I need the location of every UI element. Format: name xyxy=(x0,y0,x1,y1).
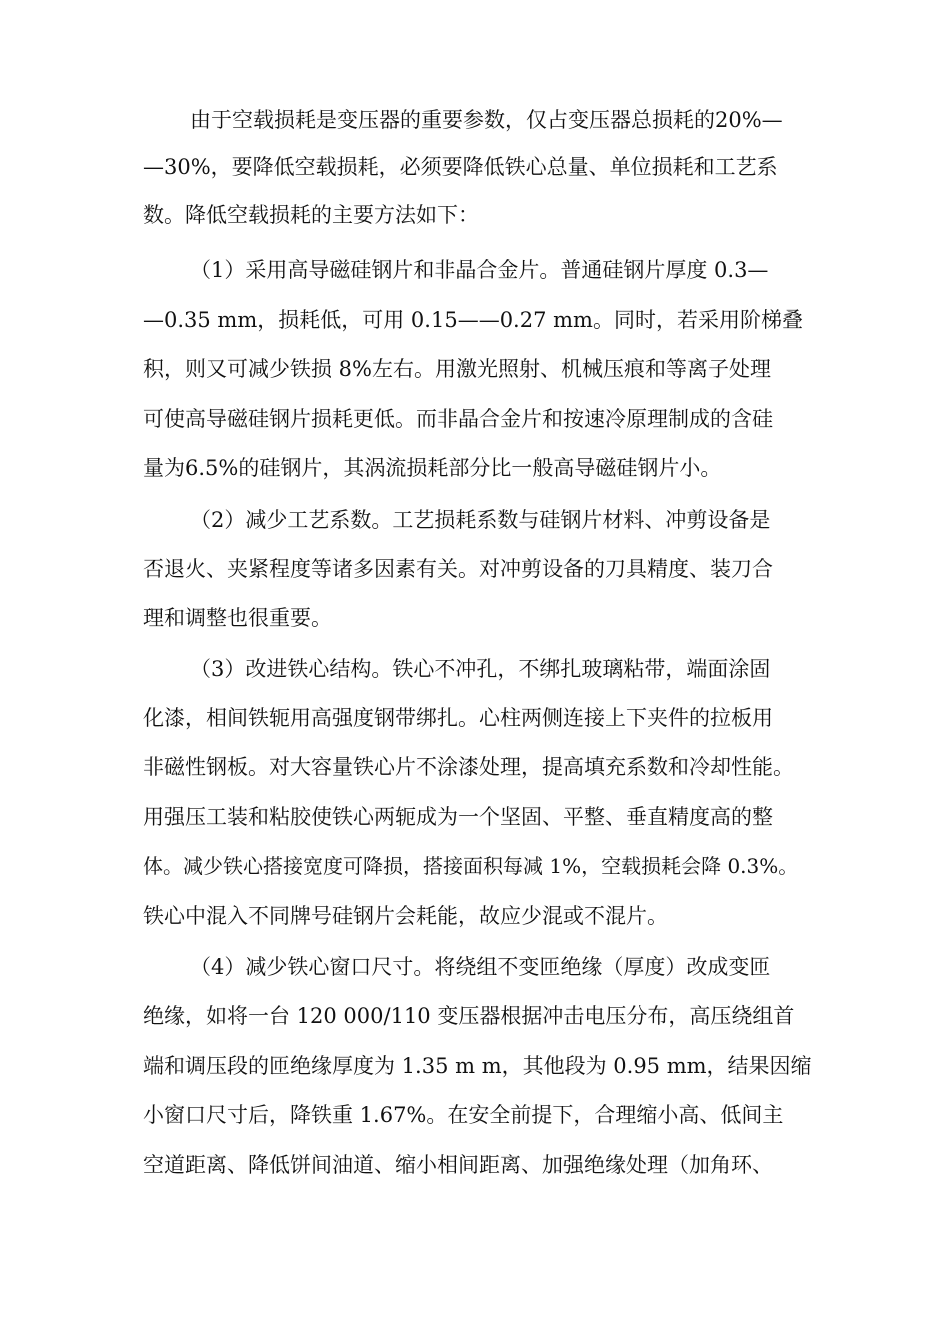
text-line: （3）改进铁心结构。铁心不冲孔，不绑扎玻璃粘带，端面涂固 xyxy=(190,657,771,681)
text-line: 端和调压段的匝绝缘厚度为 1.35 m m，其他段为 0.95 mm，结果因缩 xyxy=(143,1054,812,1078)
text-line: 理和调整也很重要。 xyxy=(143,606,332,630)
text-line: 否退火、夹紧程度等诸多因素有关。对冲剪设备的刀具精度、装刀合 xyxy=(143,557,773,581)
text-line: 空道距离、降低饼间油道、缩小相间距离、加强绝缘处理（加角环、 xyxy=(143,1153,773,1177)
text-line: （1）采用高导磁硅钢片和非晶合金片。普通硅钢片厚度 0.3— xyxy=(190,258,769,282)
text-line: 由于空载损耗是变压器的重要参数，仅占变压器总损耗的20%— xyxy=(190,108,783,132)
text-line: 可使高导磁硅钢片损耗更低。而非晶合金片和按速冷原理制成的含硅 xyxy=(143,407,773,431)
text-line: 非磁性钢板。对大容量铁心片不涂漆处理，提高填充系数和冷却性能。 xyxy=(143,755,794,779)
text-line: 积，则又可减少铁损 8%左右。用激光照射、机械压痕和等离子处理 xyxy=(143,357,771,381)
text-line: 体。减少铁心搭接宽度可降损，搭接面积每减 1%，空载损耗会降 0.3%。 xyxy=(143,854,799,878)
text-line: 用强压工装和粘胶使铁心两轭成为一个坚固、平整、垂直精度高的整 xyxy=(143,805,773,829)
text-line: 铁心中混入不同牌号硅钢片会耗能，故应少混或不混片。 xyxy=(143,904,668,928)
text-line: 小窗口尺寸后，降铁重 1.67%。在安全前提下，合理缩小高、低间主 xyxy=(143,1103,784,1127)
text-line: 量为6.5%的硅钢片，其涡流损耗部分比一般高导磁硅钢片小。 xyxy=(143,456,722,480)
text-line: （2）减少工艺系数。工艺损耗系数与硅钢片材料、冲剪设备是 xyxy=(190,508,771,532)
text-line: 数。降低空载损耗的主要方法如下： xyxy=(143,203,479,227)
text-line: 绝缘，如将一台 120 000/110 变压器根据冲击电压分布，高压绕组首 xyxy=(143,1004,795,1028)
text-line: —0.35 mm，损耗低，可用 0.15——0.27 mm。同时，若采用阶梯叠 xyxy=(143,308,803,332)
text-line: —30%，要降低空载损耗，必须要降低铁心总量、单位损耗和工艺系 xyxy=(143,155,778,179)
text-line: （4）减少铁心窗口尺寸。将绕组不变匝绝缘（厚度）改成变匝 xyxy=(190,955,771,979)
text-line: 化漆，相间铁轭用高强度钢带绑扎。心柱两侧连接上下夹件的拉板用 xyxy=(143,706,773,730)
